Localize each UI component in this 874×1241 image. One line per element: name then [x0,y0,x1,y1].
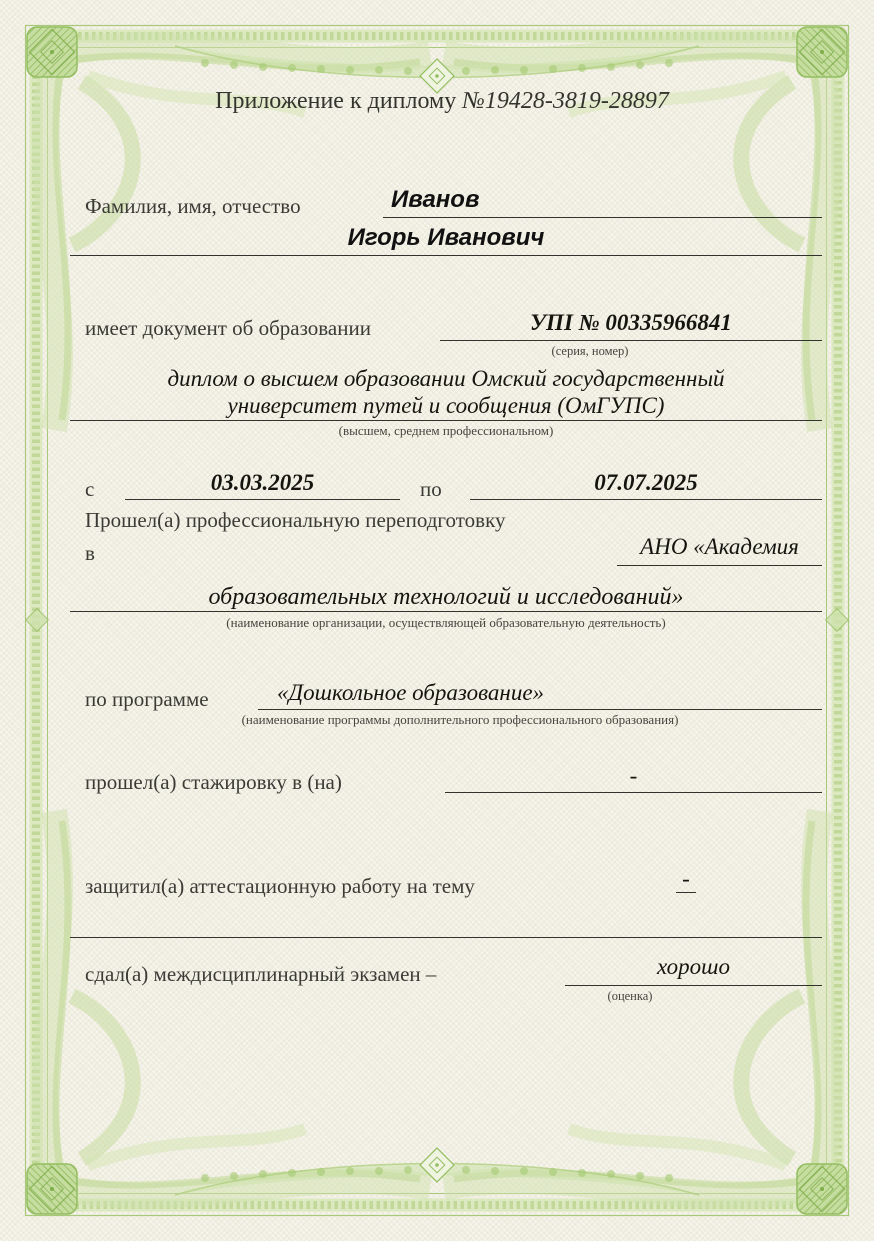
internship-value: - [629,763,638,788]
education-level-caption: (высшем, среднем профессиональном) [338,423,554,438]
fio-label: Фамилия, имя, отчество [85,194,301,218]
internship-label: прошел(а) стажировку в (на) [85,770,342,794]
underline [470,499,822,500]
period-to-label: по [420,477,442,501]
fio-surname: Иванов [391,186,480,213]
retraining-label: Прошел(а) профессиональную переподготовку [85,508,506,532]
fio-name-patronymic: Игорь Иванович [347,224,545,251]
exam-label: сдал(а) междисциплинарный экзамен – [85,962,437,986]
underline [445,792,822,793]
underline [617,565,822,566]
underline [383,217,822,218]
exam-grade-value: хорошо [657,954,730,979]
underline [565,985,822,986]
underline [70,937,822,938]
underline [70,255,822,256]
education-document-number: УПI № 00335966841 [530,310,732,335]
period-to-date: 07.07.2025 [594,470,698,495]
thesis-label: защитил(а) аттестационную работу на тему [85,874,475,898]
diploma-number: №19428-3819-28897 [462,88,669,114]
thesis-value: - [676,866,696,893]
program-label: по программе [85,687,209,711]
underline [125,499,400,500]
program-value: «Дошкольное образование» [277,680,545,705]
retraining-in-label: в [85,541,95,565]
series-number-caption: (серия, номер) [551,344,629,358]
education-document-label: имеет документ об образовании [85,316,371,340]
underline [440,340,822,341]
document-title-label: Приложение к диплому [215,88,463,114]
document-title [0,88,874,115]
education-document-kind-line1: диплом о высшем образовании Омский государственный [167,366,725,391]
education-document-kind-line2: университет путей и сообщения (ОмГУПС) [227,393,665,418]
organization-line2: образовательных технологий и исследований» [208,584,684,610]
underline [70,611,822,612]
organization-line1: АНО «Академия [640,534,799,559]
underline [258,709,822,710]
period-from-label: с [85,477,95,501]
organization-caption: (наименование организации, осуществляющей образовательную деятельность) [226,615,666,630]
program-caption: (наименование программы дополнительного профессионального образования) [241,712,679,727]
period-from-date: 03.03.2025 [210,470,315,495]
grade-caption: (оценка) [607,989,653,1003]
underline [70,420,822,421]
